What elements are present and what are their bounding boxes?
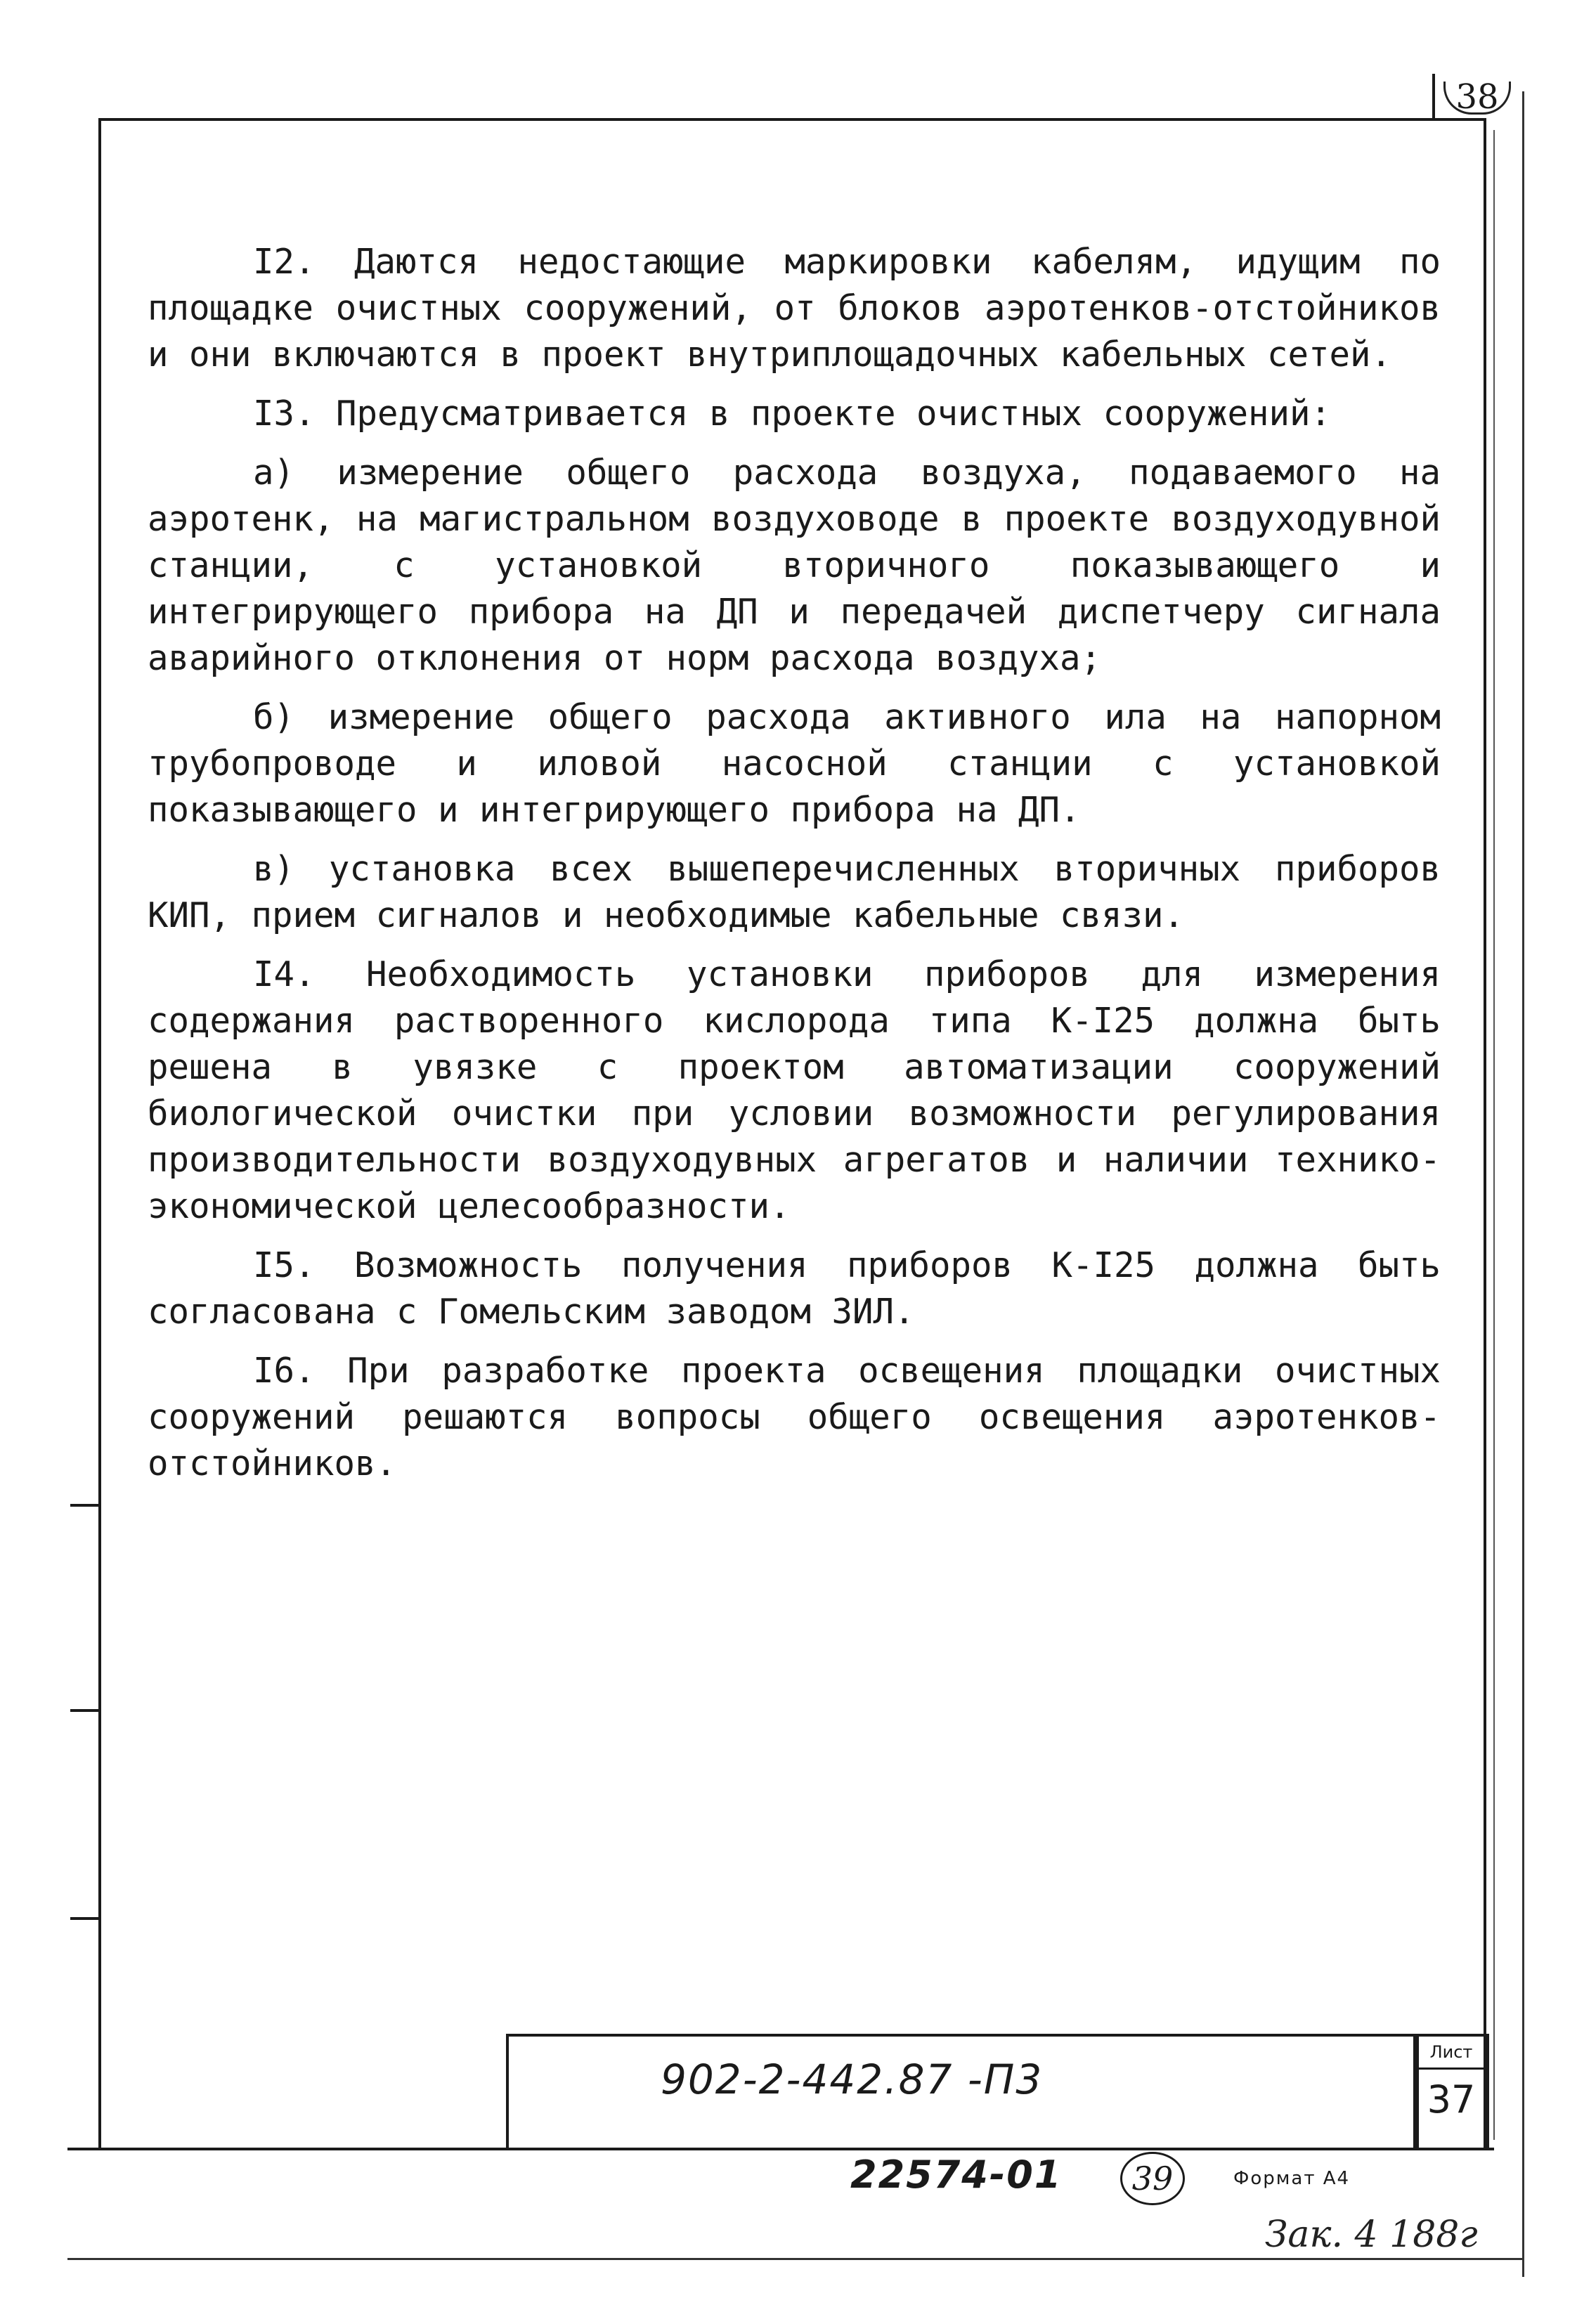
paragraph: I5. Возможность получения приборов К-I25 должна быть согласована с Гомельским заводом ЗИЛ.	[148, 1245, 1441, 1332]
frame-left-border	[98, 118, 101, 2150]
page-edge-line	[1522, 91, 1524, 2277]
paragraph: б) измерение общего расхода активного ила на напорном трубопроводе и иловой насосной станции с установкой показывающего и интегрирующего прибора на ДП.	[148, 697, 1441, 830]
sheet-box	[1413, 2034, 1489, 2149]
frame-right-border	[1484, 118, 1486, 2150]
frame-top-border	[98, 118, 1486, 121]
paragraph: I4. Необходимость установки приборов для измерения содержания растворенного кислорода типа К-I25 должна быть решена в увязке с проектом автоматизации сооружений биологической очистки при условии возможности регулирования производительности воздуходувных агрегатов и наличии технико-экономической целесообразности.	[148, 954, 1441, 1226]
handwritten-note: Зак. 4 188г	[1265, 2214, 1478, 2256]
paragraph: I6. При разработке проекта освещения площадки очистных сооружений решаются вопросы общего освещения аэротенков-отстойников.	[148, 1351, 1441, 1484]
inner-margin-line	[1493, 130, 1495, 2140]
document-body	[148, 239, 1441, 1500]
sheet-number: 37	[1427, 2077, 1476, 2122]
inventory-number: 22574-01	[850, 2153, 1063, 2197]
format-label: Формат А4	[1233, 2168, 1351, 2189]
paragraph: I3. Предусматривается в проекте очистных сооружений:	[253, 394, 1332, 434]
circled-page-number: 39	[1120, 2152, 1185, 2205]
paragraph: а) измерение общего расхода воздуха, подаваемого на аэротенк, на магистральном воздуховоде в проекте воздуходувной станции, с установкой вторичного показывающего и интегрирующего прибора на ДП и передачей диспетчеру сигнала аварийного отклонения от норм расхода воздуха;	[148, 453, 1441, 678]
paragraph: I2. Даются недостающие маркировки кабелям, идущим по площадке очистных сооружений, от блоков аэротенков-отстойников и они включаются в проект внутриплощадочных кабельных сетей.	[148, 242, 1441, 375]
document-code: 902-2-442.87 -П3	[661, 2056, 1044, 2103]
binding-tick	[70, 1917, 101, 1920]
paragraph: в) установка всех вышеперечисленных вторичных приборов КИП, прием сигналов и необходимые кабельные связи.	[148, 849, 1441, 935]
page-mark	[1432, 74, 1519, 120]
sheet-label: Лист	[1416, 2037, 1486, 2070]
binding-tick	[70, 1709, 101, 1712]
footer-rule	[67, 2258, 1522, 2260]
binding-tick	[70, 1504, 101, 1507]
page-mark-number: 38	[1443, 82, 1510, 115]
